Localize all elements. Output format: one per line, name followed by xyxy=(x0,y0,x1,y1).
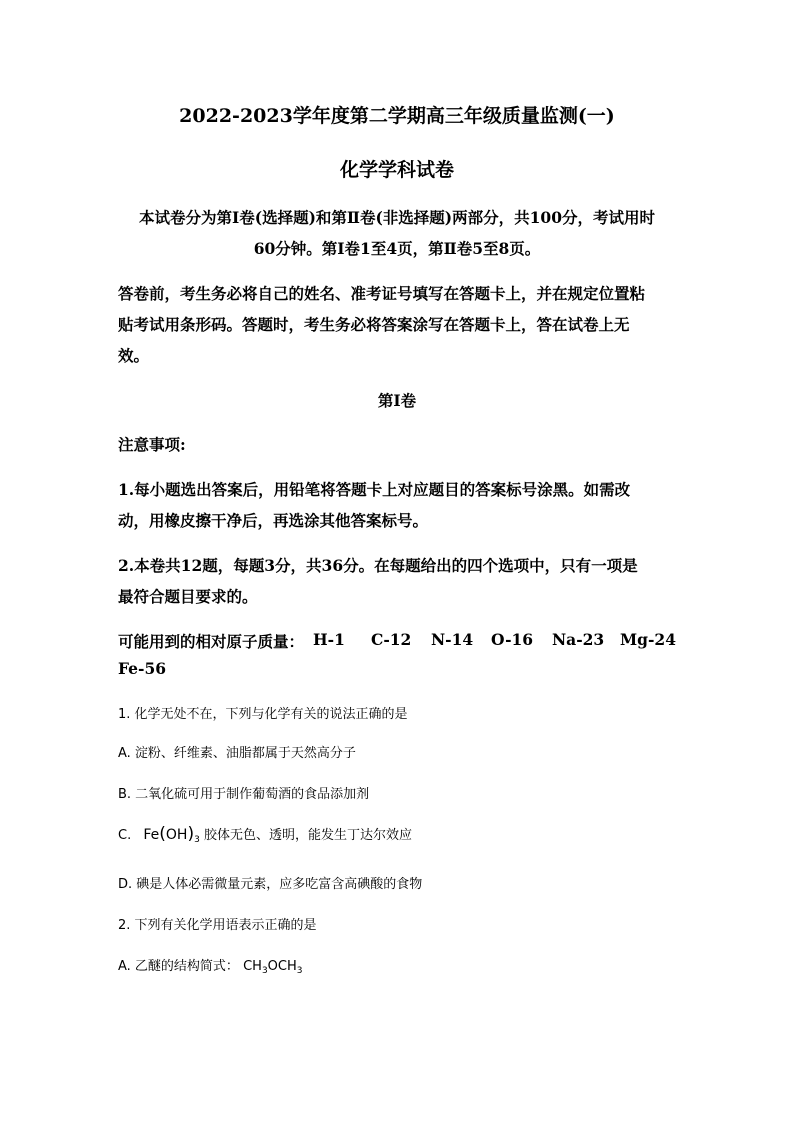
question-1-stem: 1. 化学无处不在，下列与化学有关的说法正确的是 xyxy=(118,707,408,722)
question-1-option-a: A. 淀粉、纤维素、油脂都属于天然高分子 xyxy=(118,746,356,761)
intro-line-1: 本试卷分为第Ⅰ卷(选择题)和第Ⅱ卷(非选择题)两部分，共100分，考试用时 xyxy=(138,208,655,227)
atomic-mass-o: O-16 xyxy=(491,630,534,649)
question-2-stem: 2. 下列有关化学用语表示正确的是 xyxy=(118,918,317,933)
note-1-line-1: 1.每小题选出答案后，用铅笔将答题卡上对应题目的答案标号涂黑。如需改 xyxy=(118,480,631,499)
note-2-line-2: 最符合题目要求的。 xyxy=(118,587,258,606)
ether-formula: $CH_3OCH_3$ xyxy=(243,959,303,976)
atomic-mass-fe: Fe-56 xyxy=(118,659,167,678)
atomic-mass-c: C-12 xyxy=(371,630,412,649)
instructions-line-3: 效。 xyxy=(118,346,150,365)
option-a-text: A. 乙醚的结构简式： xyxy=(118,959,239,974)
atomic-mass-label: 可能用到的相对原子质量： xyxy=(118,632,305,651)
atomic-mass-n: N-14 xyxy=(431,630,474,649)
atomic-mass-h: H-1 xyxy=(313,630,345,649)
exam-title: 2022-2023学年度第二学期高三年级质量监测(一) xyxy=(179,105,615,127)
note-2-line-1: 2.本卷共12题，每题3分，共36分。在每题给出的四个选项中，只有一项是 xyxy=(118,556,638,575)
notes-label: 注意事项: xyxy=(118,435,186,454)
option-c-text: 胶体无色、透明，能发生丁达尔效应 xyxy=(203,828,412,843)
iron-hydroxide-formula: $Fe(OH)_3$ xyxy=(143,824,200,845)
question-1-option-c xyxy=(118,824,412,845)
atomic-mass-mg: Mg-24 xyxy=(620,630,676,649)
exam-subtitle: 化学学科试卷 xyxy=(339,159,454,181)
question-1-option-b: B. 二氧化硫可用于制作葡萄酒的食品添加剂 xyxy=(118,787,370,802)
atomic-mass-row xyxy=(118,630,676,652)
option-c-label: C. xyxy=(118,828,132,843)
instructions-line-1: 答卷前，考生务必将自己的姓名、准考证号填写在答题卡上，并在规定位置粘 xyxy=(118,284,646,303)
question-1-option-d: D. 碘是人体必需微量元素，应多吃富含高碘酸的食物 xyxy=(118,877,423,892)
section-heading: 第Ⅰ卷 xyxy=(377,391,417,410)
note-1-line-2: 动，用橡皮擦干净后，再选涂其他答案标号。 xyxy=(118,511,429,530)
question-2-option-a xyxy=(118,955,303,976)
atomic-mass-na: Na-23 xyxy=(552,630,605,649)
intro-line-2: 60分钟。第Ⅰ卷1至4页，第Ⅱ卷5至8页。 xyxy=(253,239,541,258)
instructions-line-2: 贴考试用条形码。答题时，考生务必将答案涂写在答题卡上，答在试卷上无 xyxy=(118,315,630,334)
